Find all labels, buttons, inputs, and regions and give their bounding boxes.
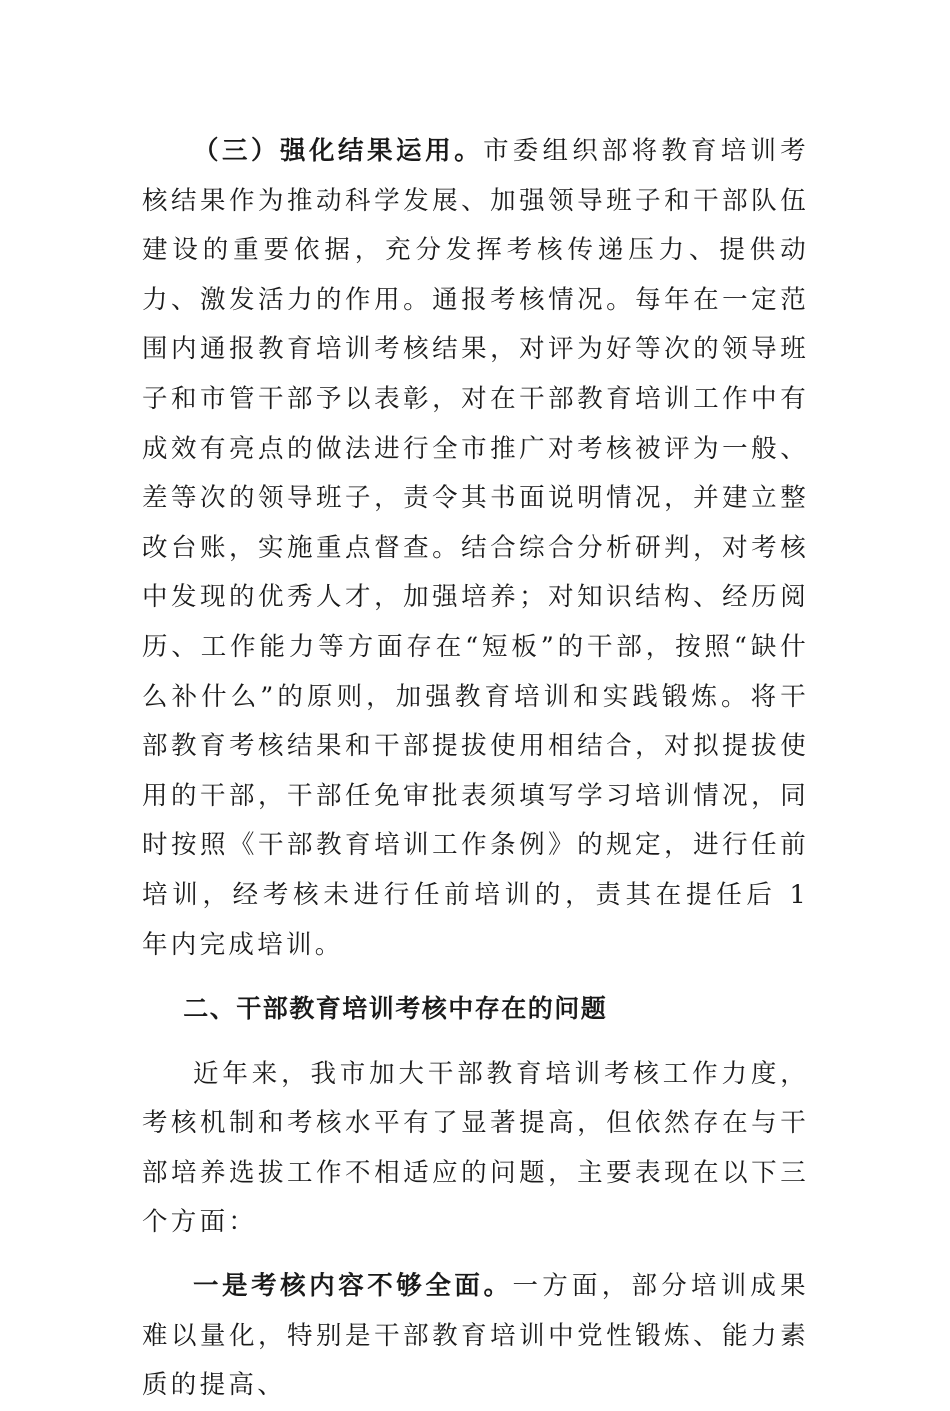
section-heading-problems: 二、干部教育培训考核中存在的问题 <box>183 994 608 1024</box>
section-three-body: 市委组织部将教育培训考核结果作为推动科学发展、加强领导班子和干部队伍建设的重要依据，充分发挥考核传递压力、提供动力、激发活力的作用。通报考核情况。每年在一定范围内通报教育培训考核结果，对评为好等次的领导班子和市管干部予以表彰，对在干部教育培训工作中有成效有亮点的做法进行全市推广对考核被评为一般、差等次的领导班子，责令其书面说明情况，并建立整改台账，实施重点督查。结合综合分析研判，对考核中发现的优秀人才，加强培养；对知识结构、经历阅历、工作能力等方面存在“短板”的干部，按照“缺什么补什么”的原则，加强教育培训和实践锻炼。将干部教育考核结果和干部提拔使用相结合，对拟提拔使用的干部，干部任免审批表须填写学习培训情况，同时按照《干部教育培训工作条例》的规定，进行任前培训，经考核未进行任前培训的，责其在提任后 1 年内完成培训。 <box>142 136 809 960</box>
section-three-lead: （三）强化结果运用。 <box>193 136 484 166</box>
document-body <box>142 127 809 1411</box>
paragraph-point-one <box>142 1262 809 1411</box>
paragraph-intro: 近年来，我市加大干部教育培训考核工作力度，考核机制和考核水平有了显著提高，但依然存在与干部培养选拔工作不相适应的问题，主要表现在以下三个方面： <box>142 1058 809 1238</box>
paragraph-result-application <box>142 127 809 970</box>
point-one-body: 一方面，部分培训成果难以量化，特别是干部教育培训中党性锻炼、能力素质的提高、 <box>142 1271 809 1401</box>
point-one-lead: 一是考核内容不够全面。 <box>193 1271 513 1302</box>
